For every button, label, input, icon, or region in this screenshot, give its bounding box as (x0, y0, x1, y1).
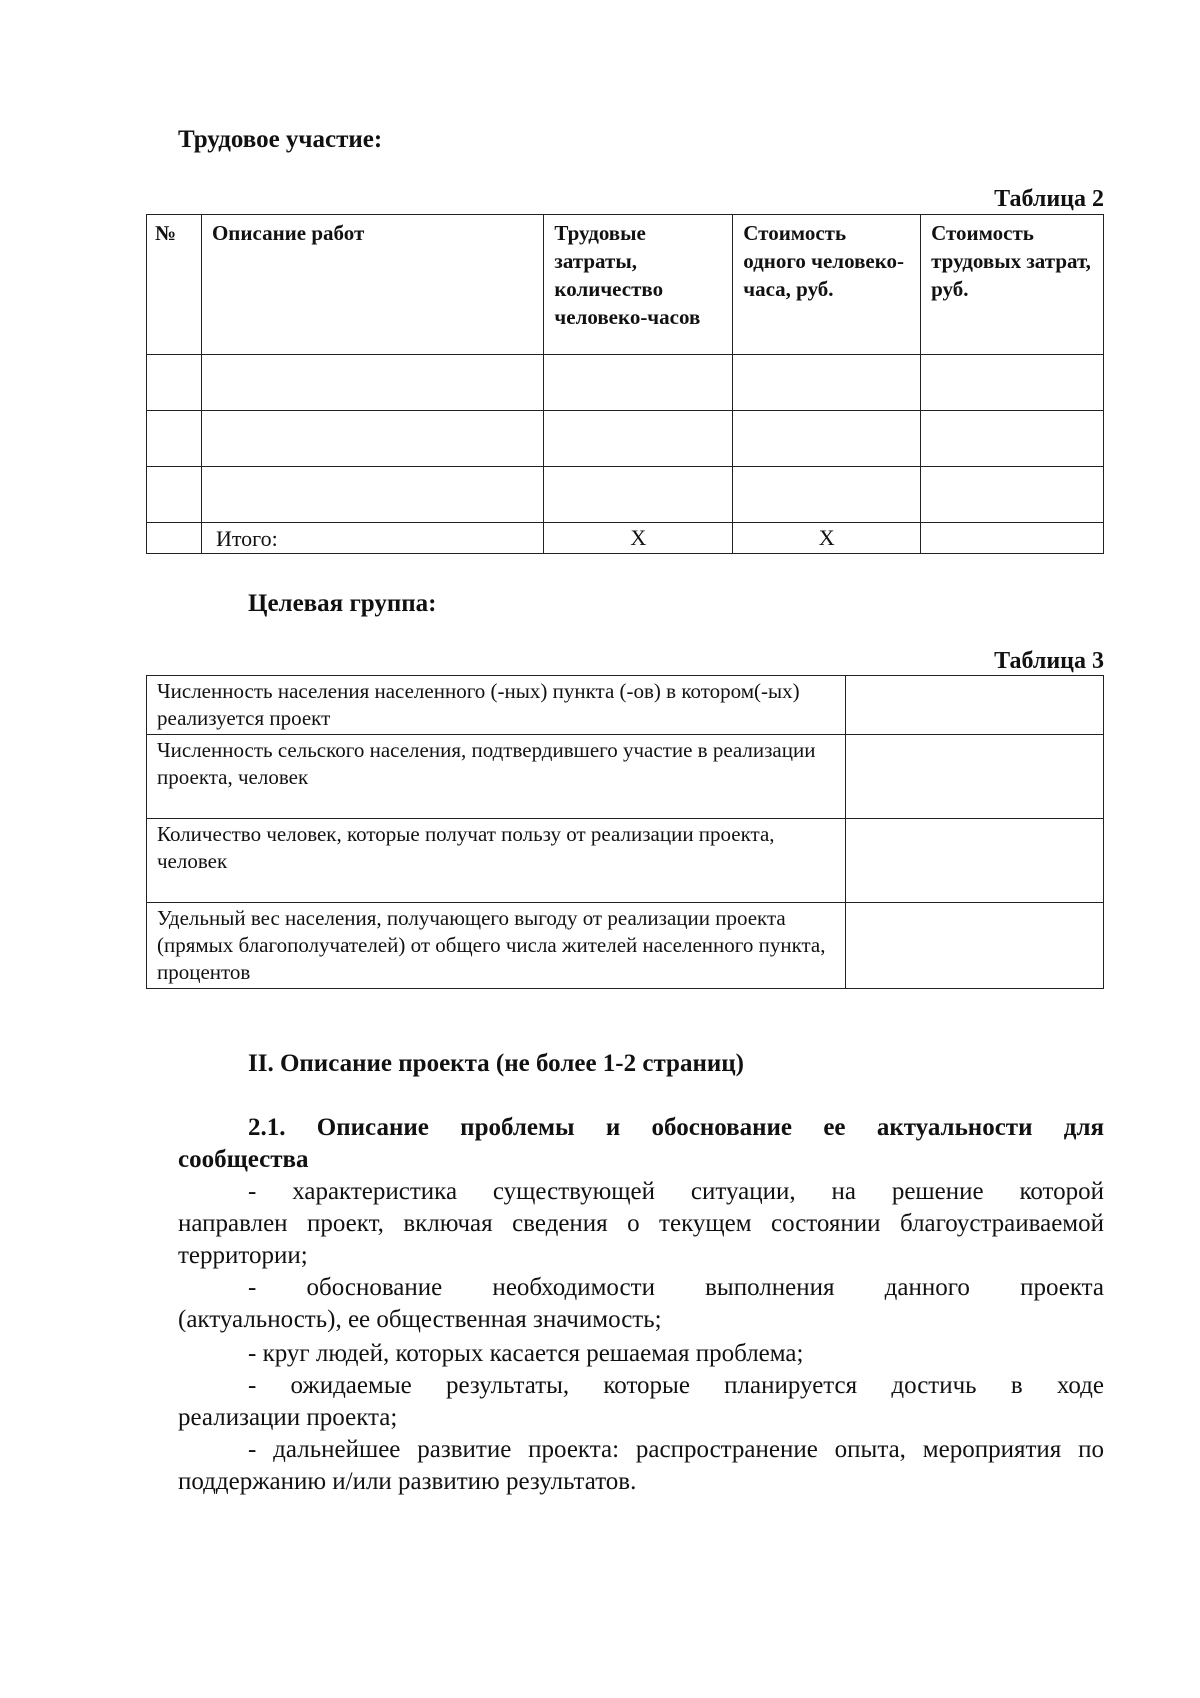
total-label: Итого: (201, 523, 543, 554)
table-cell (201, 467, 543, 523)
table-row (147, 411, 1104, 467)
table-cell (147, 355, 202, 411)
labor-table (146, 214, 1104, 554)
table-row (147, 735, 1104, 819)
bullet-1-line-1: - характеристика существующей ситуации, на решение которой (248, 1178, 1104, 1205)
table-row (147, 903, 1104, 989)
total-row (147, 523, 1104, 554)
target-row-label: Удельный вес населения, получающего выгоду от реализации проекта (прямых благополучателей) от общего числа жителей населенного пункта, процентов (147, 903, 846, 989)
header-number: № (147, 215, 202, 355)
target-row-value (846, 819, 1104, 903)
bullet-1-line-2: направлен проект, включая сведения о текущем состоянии благоустраиваемой (178, 1210, 1104, 1237)
bullet-2-line-1: - обоснование необходимости выполнения данного проекта (248, 1274, 1104, 1301)
table-row (147, 467, 1104, 523)
table-cell (201, 411, 543, 467)
bullet-4-line-1: - ожидаемые результаты, которые планируется достичь в ходе (248, 1372, 1104, 1399)
table-row (147, 355, 1104, 411)
table2-caption: Таблица 2 (994, 186, 1104, 212)
table-cell (147, 411, 202, 467)
table-cell (147, 523, 202, 554)
header-labor-hours: Трудовые затраты, количество человеко-часов (544, 215, 733, 355)
section2-heading: II. Описание проекта (не более 1-2 страниц) (248, 1050, 744, 1077)
table-row (147, 676, 1104, 735)
table-row (147, 819, 1104, 903)
table-cell (544, 355, 733, 411)
table3-caption: Таблица 3 (994, 648, 1104, 674)
subheading-line-2: сообщества (178, 1146, 309, 1173)
bullet-4-line-2: реализации проекта; (178, 1404, 398, 1431)
target-row-label: Количество человек, которые получат пользу от реализации проекта, человек (147, 819, 846, 903)
total-hours-x: Х (544, 523, 733, 554)
total-cost-cell (921, 523, 1104, 554)
target-row-label: Численность населения населенного (-ных) пункта (-ов) в котором(-ых) реализуется проект (147, 676, 846, 735)
target-row-value (846, 903, 1104, 989)
bullet-5-line-1: - дальнейшее развитие проекта: распространение опыта, мероприятия по (248, 1436, 1104, 1463)
header-work-description: Описание работ (201, 215, 543, 355)
table-cell (147, 467, 202, 523)
header-total-cost: Стоимость трудовых затрат, руб. (921, 215, 1104, 355)
header-hour-cost: Стоимость одного человеко-часа, руб. (733, 215, 921, 355)
target-row-value (846, 735, 1104, 819)
bullet-2-line-2: (актуальность), ее общественная значимость; (178, 1306, 662, 1333)
table-cell (733, 467, 921, 523)
bullet-3-line-1: - круг людей, которых касается решаемая проблема; (248, 1340, 804, 1367)
table-cell (921, 411, 1104, 467)
target-row-value (846, 676, 1104, 735)
total-hour-cost-x: Х (733, 523, 921, 554)
table-header-row (147, 215, 1104, 355)
table-cell (733, 411, 921, 467)
subheading-line-1: 2.1. Описание проблемы и обоснование ее актуальности для (248, 1114, 1104, 1141)
target-heading: Целевая группа: (248, 590, 437, 617)
table-cell (201, 355, 543, 411)
table-cell (921, 467, 1104, 523)
table-cell (733, 355, 921, 411)
bullet-5-line-2: поддержанию и/или развитию результатов. (178, 1468, 637, 1495)
table-cell (921, 355, 1104, 411)
table-cell (544, 411, 733, 467)
bullet-1-line-3: территории; (178, 1242, 308, 1269)
target-row-label: Численность сельского населения, подтвердившего участие в реализации проекта, человек (147, 735, 846, 819)
table-cell (544, 467, 733, 523)
labor-heading: Трудовое участие: (178, 126, 383, 153)
target-table (146, 675, 1104, 989)
